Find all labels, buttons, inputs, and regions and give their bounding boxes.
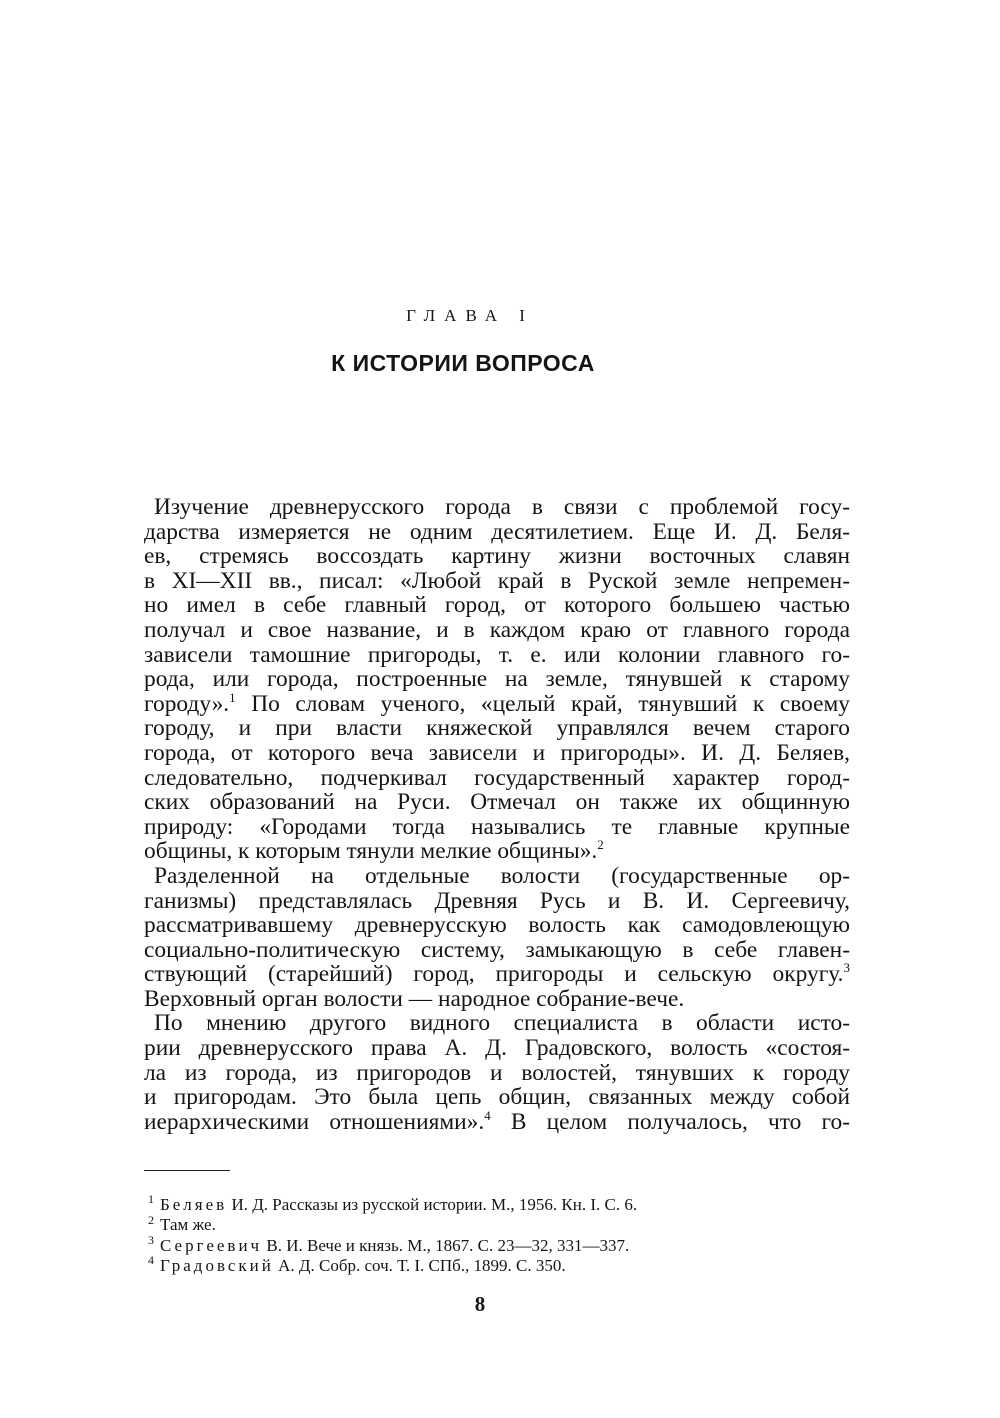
text-fragment: городу».	[144, 691, 230, 717]
footnote-text: В. И. Вече и князь. М., 1867. С. 23—32, 331—337.	[262, 1235, 630, 1255]
text-line: рода, или города, построенные на земле, тянувшей к старому	[144, 667, 850, 692]
text-line: но имел в себе главный город, от которого большею частью	[144, 593, 850, 618]
footnote-author: Градовский	[160, 1255, 274, 1275]
text-line: ганизмы) представлялась Древняя Русь и В. И. Сергеевичу,	[144, 888, 850, 914]
footnote-text: А. Д. Собр. соч. Т. I. СПб., 1899. С. 350.	[273, 1255, 566, 1275]
text-fragment: По словам ученого, «целый край, тянувший к своему	[251, 691, 850, 717]
text-line: Разделенной на отдельные волости (государственные ор-	[154, 863, 850, 889]
text-line: дарства измеряется не одним десятилетием. Еще И. Д. Беля-	[144, 519, 850, 545]
text-line: зависели тамошние пригороды, т. е. или колонии главного го-	[144, 642, 850, 668]
footnote-text: Там же.	[160, 1215, 216, 1235]
chapter-title: К ИСТОРИИ ВОПРОСА	[331, 350, 595, 376]
text-line: социально-политическую систему, замыкающую в себе главен-	[144, 937, 850, 963]
text-line: и пригородам. Это была цепь общин, связанных между собой	[144, 1085, 850, 1110]
footnote-ref-1[interactable]: 1	[229, 691, 236, 705]
footnote-author: Беляев	[160, 1195, 228, 1214]
footnote-number: 2	[148, 1212, 154, 1227]
text-fragment: общины, к которым тянули мелкие общины».	[144, 839, 598, 864]
text-fragment: ствующий (старейший) город, пригороды и сельскую округу.	[144, 962, 844, 987]
text-fragment: иерархическими отношениями».	[144, 1109, 485, 1135]
text-line-with-ref	[144, 962, 850, 987]
paragraph-2	[144, 864, 850, 1012]
text-line: Верховный орган волости — народное собрание-вече.	[144, 986, 685, 1012]
text-line: получал и свое название, и в каждом краю от главного города	[144, 617, 850, 643]
text-line: рассматривавшему древнерусскую волость как самодовлеющую	[144, 913, 850, 938]
text-line: природу: «Городами тогда назывались те главные крупные	[144, 814, 850, 840]
footnote-ref-3[interactable]: 3	[843, 962, 850, 976]
text-line: следовательно, подчеркивал государственный характер город-	[144, 765, 850, 791]
footnote-text: И. Д. Рассказы из русской истории. М., 1956. Кн. I. С. 6.	[227, 1195, 638, 1214]
text-fragment: В целом получалось, что го-	[510, 1109, 850, 1135]
footnote-3	[148, 1232, 848, 1256]
text-line: По мнению другого видного специалиста в области исто-	[154, 1011, 850, 1037]
body-text	[144, 495, 850, 1134]
chapter-label: ГЛАВА I	[406, 306, 534, 325]
footnote-number: 1	[148, 1192, 154, 1207]
paragraph-3	[144, 1011, 850, 1134]
text-line: рии древнерусского права А. Д. Градовского, волость «состоя-	[144, 1036, 850, 1061]
paragraph-1	[144, 495, 850, 864]
footnote-number: 3	[148, 1232, 154, 1247]
text-line: ев, стремясь воссоздать картину жизни восточных славян	[144, 544, 850, 569]
text-line-with-ref	[144, 692, 850, 717]
footnote-separator	[144, 1170, 230, 1171]
text-line: в XI—XII вв., писал: «Любой край в Руской земле непремен-	[144, 568, 850, 594]
footnotes	[148, 1192, 848, 1276]
footnote-number: 4	[148, 1253, 154, 1268]
text-line: ла из города, из пригородов и волостей, тянувших к городу	[144, 1060, 850, 1086]
text-line: городу, и при власти княжеской управлялся вечем старого	[144, 716, 850, 741]
text-line-with-ref	[144, 839, 850, 864]
footnote-ref-2[interactable]: 2	[597, 839, 604, 853]
page-number: 8	[474, 1292, 486, 1316]
text-line-with-ref	[144, 1110, 850, 1135]
footnote-2	[148, 1212, 848, 1235]
footnote-ref-4[interactable]: 4	[484, 1109, 491, 1124]
footnote-author: Сергеевич	[160, 1235, 263, 1255]
text-line: Изучение древнерусского города в связи с проблемой госу-	[154, 495, 850, 520]
footnote-4	[148, 1253, 848, 1276]
text-line: ских образований на Руси. Отмечал он также их общинную	[144, 790, 850, 815]
text-line: города, от которого веча зависели и пригороды». И. Д. Беляев,	[144, 740, 850, 766]
footnote-1	[148, 1192, 848, 1215]
